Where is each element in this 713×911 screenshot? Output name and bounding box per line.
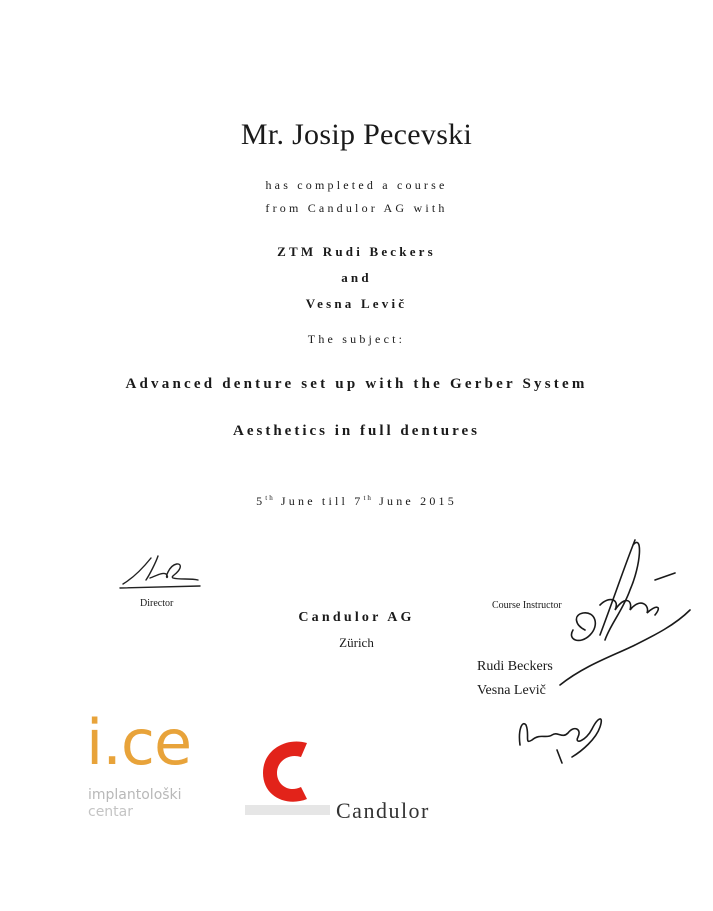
ice-logo-subtitle-1: implantološki bbox=[88, 787, 182, 803]
start-day: 5 bbox=[256, 494, 266, 508]
instructor-line-2: Vesna Levič bbox=[305, 296, 408, 311]
course-dates bbox=[0, 494, 713, 509]
course-title-2: Aesthetics in full dentures bbox=[233, 423, 480, 439]
dates-middle: June till bbox=[280, 494, 349, 508]
instructor-and: and bbox=[341, 270, 372, 285]
start-day-suffix: th bbox=[265, 494, 275, 502]
issuer-city: Zürich bbox=[339, 635, 374, 650]
end-day-suffix: th bbox=[363, 494, 373, 502]
director-label: Director bbox=[140, 598, 174, 609]
course-title-1: Advanced denture set up with the Gerber System bbox=[125, 376, 588, 392]
instructor-signature-2 bbox=[512, 695, 612, 765]
issuer-company: Candulor AG bbox=[298, 610, 415, 625]
director-signature bbox=[118, 550, 208, 595]
instructor-signature-1 bbox=[555, 535, 695, 685]
dates-end: June 2015 bbox=[379, 494, 457, 508]
intro-line-1: has completed a course bbox=[265, 178, 448, 192]
intro-line-2: from Candulor AG with bbox=[265, 201, 448, 215]
instructor-name-1: Rudi Beckers bbox=[477, 659, 553, 674]
course-instructor-label: Course Instructor bbox=[492, 600, 562, 611]
instructor-line-1: ZTM Rudi Beckers bbox=[277, 244, 436, 259]
subject-label: The subject: bbox=[307, 332, 406, 346]
ice-logo-subtitle-2: centar bbox=[88, 804, 134, 820]
recipient-name: Mr. Josip Pecevski bbox=[240, 118, 473, 151]
ice-logo: i.ce bbox=[86, 706, 192, 779]
end-day: 7 bbox=[354, 494, 364, 508]
instructor-name-2: Vesna Levič bbox=[477, 683, 546, 698]
candulor-logo-text: Candulor bbox=[336, 798, 430, 823]
candulor-logo-mark bbox=[245, 733, 335, 818]
